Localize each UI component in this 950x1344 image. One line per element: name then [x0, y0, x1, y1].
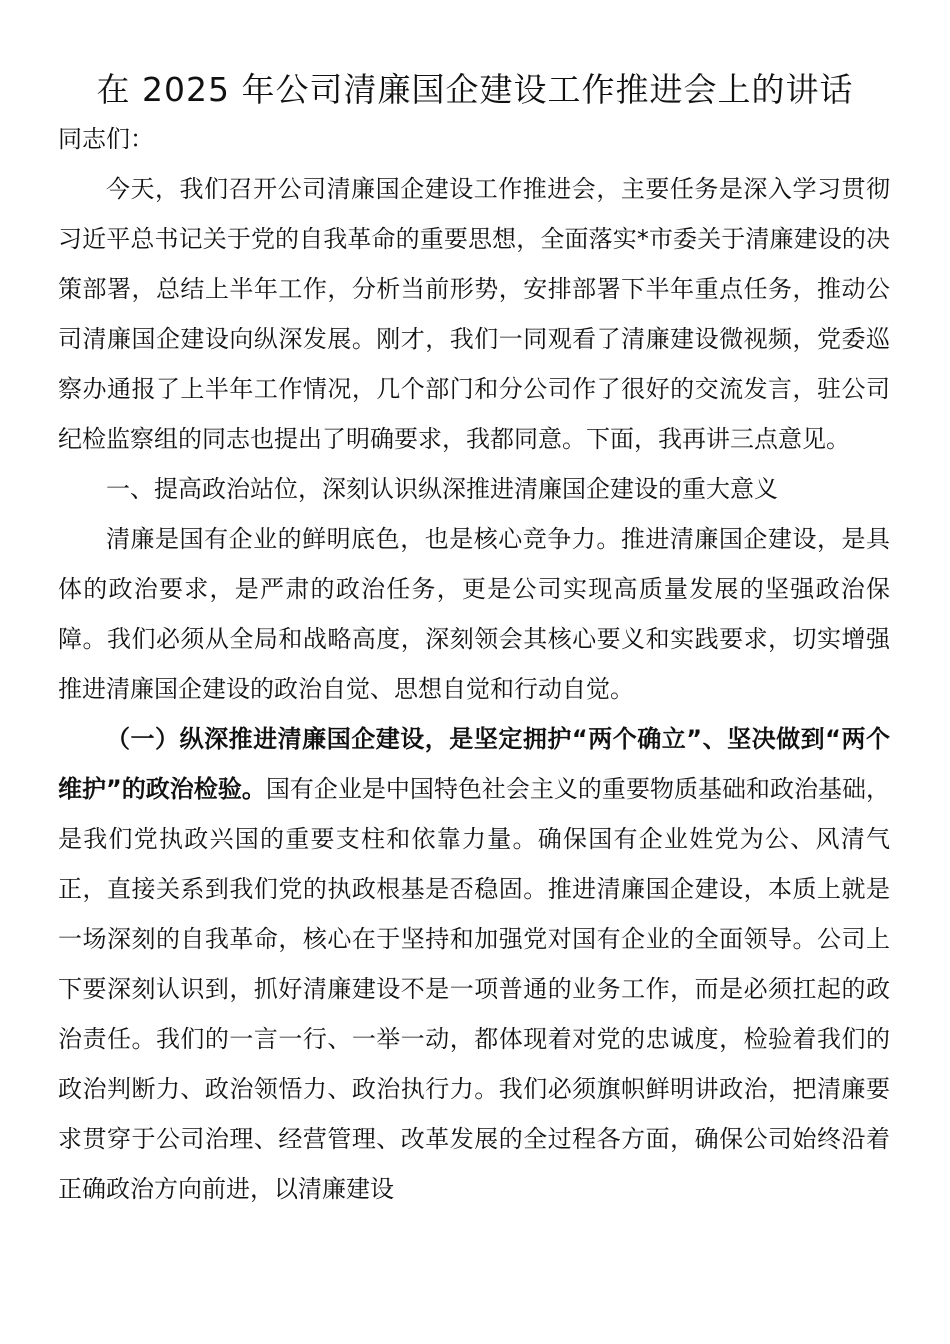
section-intro-paragraph: 清廉是国有企业的鲜明底色，也是核心竞争力。推进清廉国企建设，是具体的政治要求，是严肃的政治任务，更是公司实现高质量发展的坚强政治保障。我们必须从全局和战略高度，深刻领会其核心要义和实践要求，切实增强推进清廉国企建设的政治自觉、思想自觉和行动自觉。 [58, 525, 890, 703]
salutation: 同志们： [58, 125, 154, 153]
document-body [58, 114, 890, 1214]
section-heading: 一、提高政治站位，深刻认识纵深推进清廉国企建设的重大意义 [106, 475, 778, 503]
document-title: 在 2025 年公司清廉国企建设工作推进会上的讲话 [96, 70, 854, 109]
subsection-text: 国有企业是中国特色社会主义的重要物质基础和政治基础，是我们党执政兴国的重要支柱和依靠力量。确保国有企业姓党为公、风清气正，直接关系到我们党的执政根基是否稳固。推进清廉国企建设，本质上就是一场深刻的自我革命，核心在于坚持和加强党对国有企业的全面领导。公司上下要深刻认识到，抓好清廉建设不是一项普通的业务工作，而是必须扛起的政治责任。我们的一言一行、一举一动，都体现着对党的忠诚度，检验着我们的政治判断力、政治领悟力、政治执行力。我们必须旗帜鲜明讲政治，把清廉要求贯穿于公司治理、经营管理、改革发展的全过程各方面，确保公司始终沿着正确政治方向前进，以清廉建设 [58, 775, 891, 1203]
subsection-paragraph [58, 714, 890, 1214]
intro-paragraph: 今天，我们召开公司清廉国企建设工作推进会，主要任务是深入学习贯彻习近平总书记关于党的自我革命的重要思想，全面落实*市委关于清廉建设的决策部署，总结上半年工作，分析当前形势，安排部署下半年重点任务，推动公司清廉国企建设向纵深发展。刚才，我们一同观看了清廉建设微视频，党委巡察办通报了上半年工作情况，几个部门和分公司作了很好的交流发言，驻公司纪检监察组的同志也提出了明确要求，我都同意。下面，我再讲三点意见。 [58, 175, 890, 453]
subsection-heading: （一）纵深推进清廉国企建设，是坚定拥护“两个确立”、坚决做到“两个维护”的政治检验。 [58, 725, 890, 803]
